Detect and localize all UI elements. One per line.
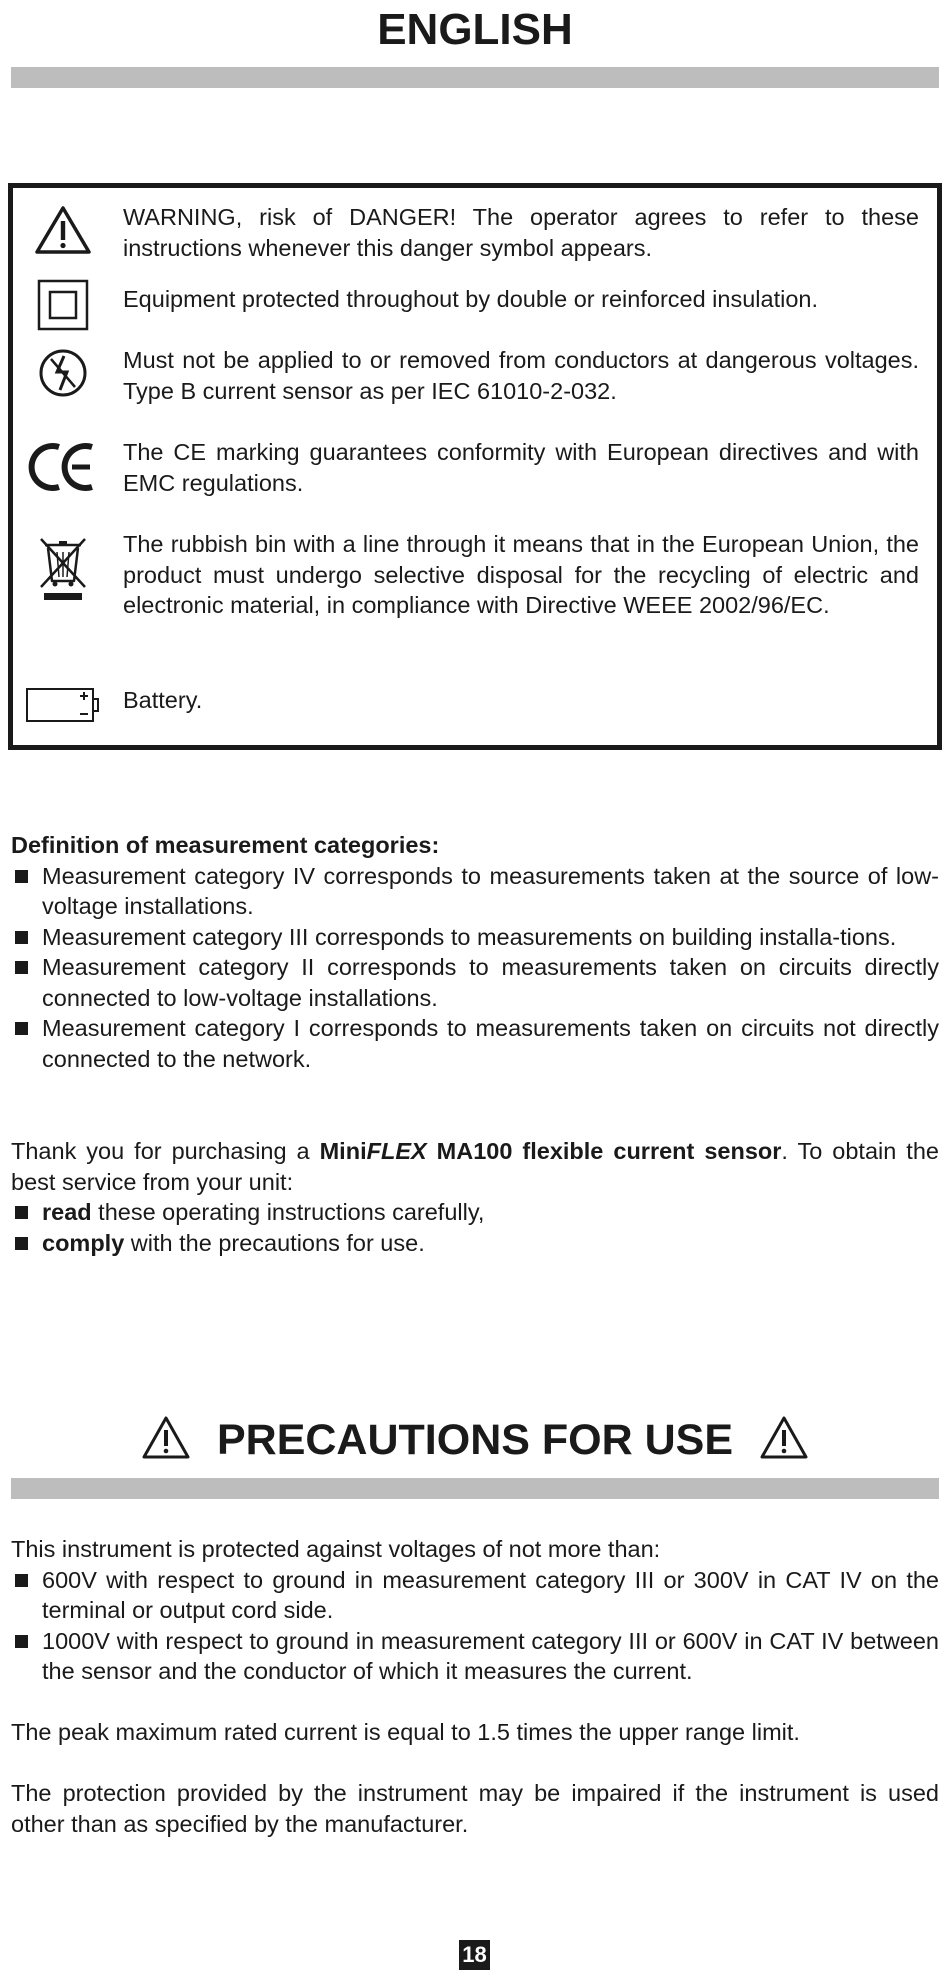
precautions-title: PRECAUTIONS FOR USE (216, 1415, 734, 1464)
precautions-heading (0, 1408, 950, 1472)
protection-paragraph: The protection provided by the instrument may be impaired if the instrument is used other than as specified by the manufacturer. (11, 1780, 939, 1837)
intro-text-before: Thank you for purchasing a (11, 1138, 320, 1164)
intro-paragraph (11, 1136, 939, 1197)
symbol-text-weee: The rubbish bin with a line through it means that in the European Union, the product must undergo selective disposal for the recycling of electric and electronic material, in compliance with Directive WEEE 2002/96/EC. (123, 531, 919, 618)
warning-triangle-icon (21, 204, 105, 256)
precautions-divider (11, 1478, 939, 1499)
intro-list (11, 1197, 939, 1258)
category-item: Measurement category II corresponds to measurements taken on circuits directly connected to low-voltage installations. (11, 952, 939, 1013)
product-name: MiniFLEX MA100 flexible current sensor (319, 1138, 782, 1164)
measurement-categories-section (11, 830, 939, 1074)
page-language-title: ENGLISH (377, 5, 573, 54)
crossed-bin-icon (21, 535, 105, 605)
categories-list (11, 861, 939, 1075)
symbol-text-warning: WARNING, risk of DANGER! The operator agrees to refer to these instructions whenever this danger symbol appears. (123, 204, 919, 261)
intro-text-after: . To obtain the best service from your unit: (11, 1138, 939, 1195)
symbols-legend-box (8, 183, 942, 750)
precautions-list (11, 1565, 939, 1687)
header-divider (11, 67, 939, 88)
category-item: Measurement category I corresponds to measurements taken on circuits not directly connected to the network. (11, 1013, 939, 1074)
warning-triangle-icon (141, 1415, 191, 1466)
warning-triangle-icon (759, 1415, 809, 1466)
battery-icon (21, 687, 105, 723)
symbol-text-battery: Battery. (123, 687, 203, 713)
symbol-text-ce: The CE marking guarantees conformity with European directives and with EMC regulations. (123, 439, 919, 496)
symbol-text-live-conductor: Must not be applied to or removed from conductors at dangerous voltages. Type B current sensor as per IEC 61010-2-032. (123, 347, 919, 404)
intro-item: read these operating instructions carefully, (11, 1197, 939, 1228)
precaution-item: 600V with respect to ground in measurement category III or 300V in CAT IV on the terminal or output cord side. (11, 1565, 939, 1626)
category-item: Measurement category IV corresponds to measurements taken at the source of low-voltage installations. (11, 861, 939, 922)
precaution-item: 1000V with respect to ground in measurement category III or 600V in CAT IV between the sensor and the conductor of which it measures the current. (11, 1626, 939, 1687)
page-number: 18 (459, 1940, 490, 1970)
symbol-text-double-insulation: Equipment protected throughout by double or reinforced insulation. (123, 286, 819, 312)
no-live-conductor-icon (21, 347, 105, 399)
peak-current-paragraph: The peak maximum rated current is equal to 1.5 times the upper range limit. (11, 1719, 800, 1745)
ce-mark-icon (21, 439, 105, 495)
categories-title: Definition of measurement categories: (11, 832, 440, 858)
intro-section (11, 1136, 939, 1258)
intro-item: comply with the precautions for use. (11, 1228, 939, 1259)
category-item: Measurement category III corresponds to measurements on building installa-tions. (11, 922, 939, 953)
precautions-lead: This instrument is protected against voltages of not more than: (11, 1536, 661, 1562)
precautions-section (11, 1534, 939, 1839)
double-insulation-icon (21, 279, 105, 331)
